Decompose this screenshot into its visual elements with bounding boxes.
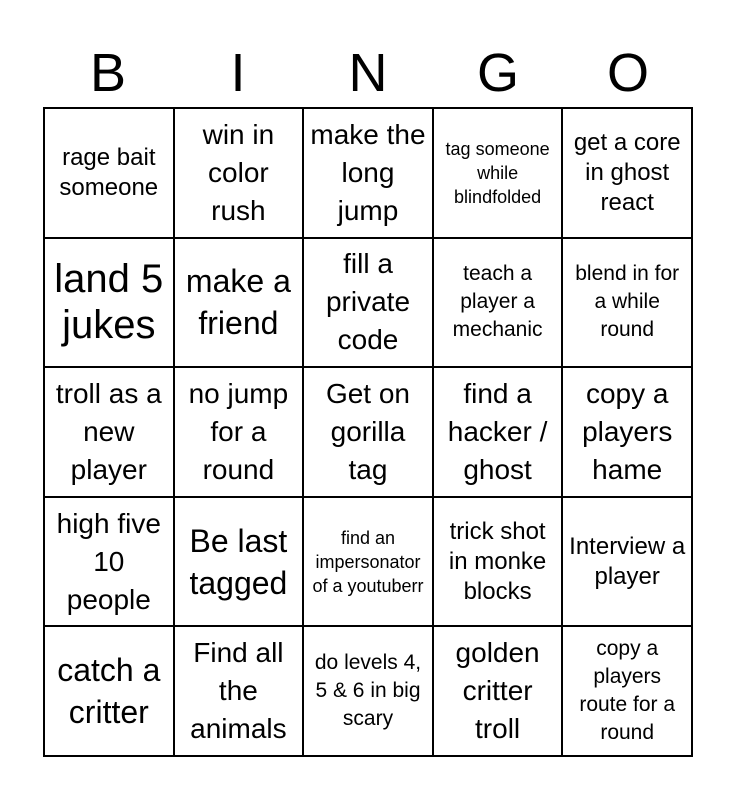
cell-text: Interview a player <box>569 532 686 590</box>
cell-text: copy a players route for a round <box>579 637 676 745</box>
bingo-cell[interactable] <box>433 108 563 238</box>
cell-text: no jump for a round <box>188 377 289 485</box>
bingo-cell[interactable] <box>433 626 563 756</box>
bingo-cell[interactable] <box>174 626 304 756</box>
bingo-cell[interactable] <box>303 367 433 497</box>
cell-text: find a hacker / ghost <box>447 377 548 485</box>
header-letter-n: N <box>348 43 388 103</box>
bingo-cell[interactable] <box>303 238 433 368</box>
bingo-cell[interactable] <box>44 626 174 756</box>
cell-text: high five 10 people <box>56 507 161 615</box>
cell-text: blend in for a while round <box>575 262 680 342</box>
bingo-cell[interactable] <box>562 626 692 756</box>
cell-text: golden critter troll <box>455 637 540 745</box>
cell-text: do levels 4, 5 & 6 in big scary <box>314 651 422 731</box>
cell-text: trick shot in monke blocks <box>448 517 547 605</box>
bingo-cell[interactable] <box>433 497 563 627</box>
bingo-cell[interactable] <box>303 108 433 238</box>
bingo-cell[interactable] <box>44 497 174 627</box>
cell-text: make the long jump <box>310 118 426 226</box>
bingo-cell[interactable] <box>303 497 433 627</box>
cell-text: catch a critter <box>57 652 161 731</box>
bingo-cell[interactable] <box>562 497 692 627</box>
cell-text: Get on gorilla tag <box>325 377 411 485</box>
cell-text: land 5 jukes <box>54 257 164 348</box>
cell-text: get a core in ghost react <box>573 128 681 216</box>
header-letter-b: B <box>89 43 127 103</box>
bingo-cell[interactable] <box>174 367 304 497</box>
bingo-cell[interactable] <box>174 497 304 627</box>
bingo-cell[interactable] <box>562 108 692 238</box>
cell-text: Find all the animals <box>190 637 287 745</box>
cell-text: tag someone while blindfolded <box>445 138 550 207</box>
bingo-header <box>43 42 693 104</box>
bingo-cell[interactable] <box>174 108 304 238</box>
header-letter-i: I <box>230 43 246 103</box>
bingo-cell[interactable] <box>433 238 563 368</box>
cell-text: find an impersonator of a youtuberr <box>312 527 424 596</box>
bingo-cell[interactable] <box>44 238 174 368</box>
cell-text: make a friend <box>185 263 291 342</box>
header-letter-o: O <box>606 43 649 103</box>
bingo-grid <box>43 107 693 757</box>
cell-text: fill a private code <box>325 248 411 356</box>
bingo-cell[interactable] <box>303 626 433 756</box>
bingo-cell[interactable] <box>44 367 174 497</box>
bingo-cell[interactable] <box>433 367 563 497</box>
cell-text: Be last tagged <box>189 522 288 601</box>
cell-text: troll as a new player <box>55 377 162 485</box>
bingo-cell[interactable] <box>44 108 174 238</box>
bingo-cell[interactable] <box>174 238 304 368</box>
cell-text: teach a player a mechanic <box>452 262 543 342</box>
cell-text: copy a players hame <box>582 377 673 485</box>
header-letter-g: G <box>476 43 519 103</box>
bingo-cell[interactable] <box>562 238 692 368</box>
bingo-cell[interactable] <box>562 367 692 497</box>
cell-text: win in color rush <box>202 118 275 226</box>
cell-text: rage bait someone <box>59 143 159 201</box>
